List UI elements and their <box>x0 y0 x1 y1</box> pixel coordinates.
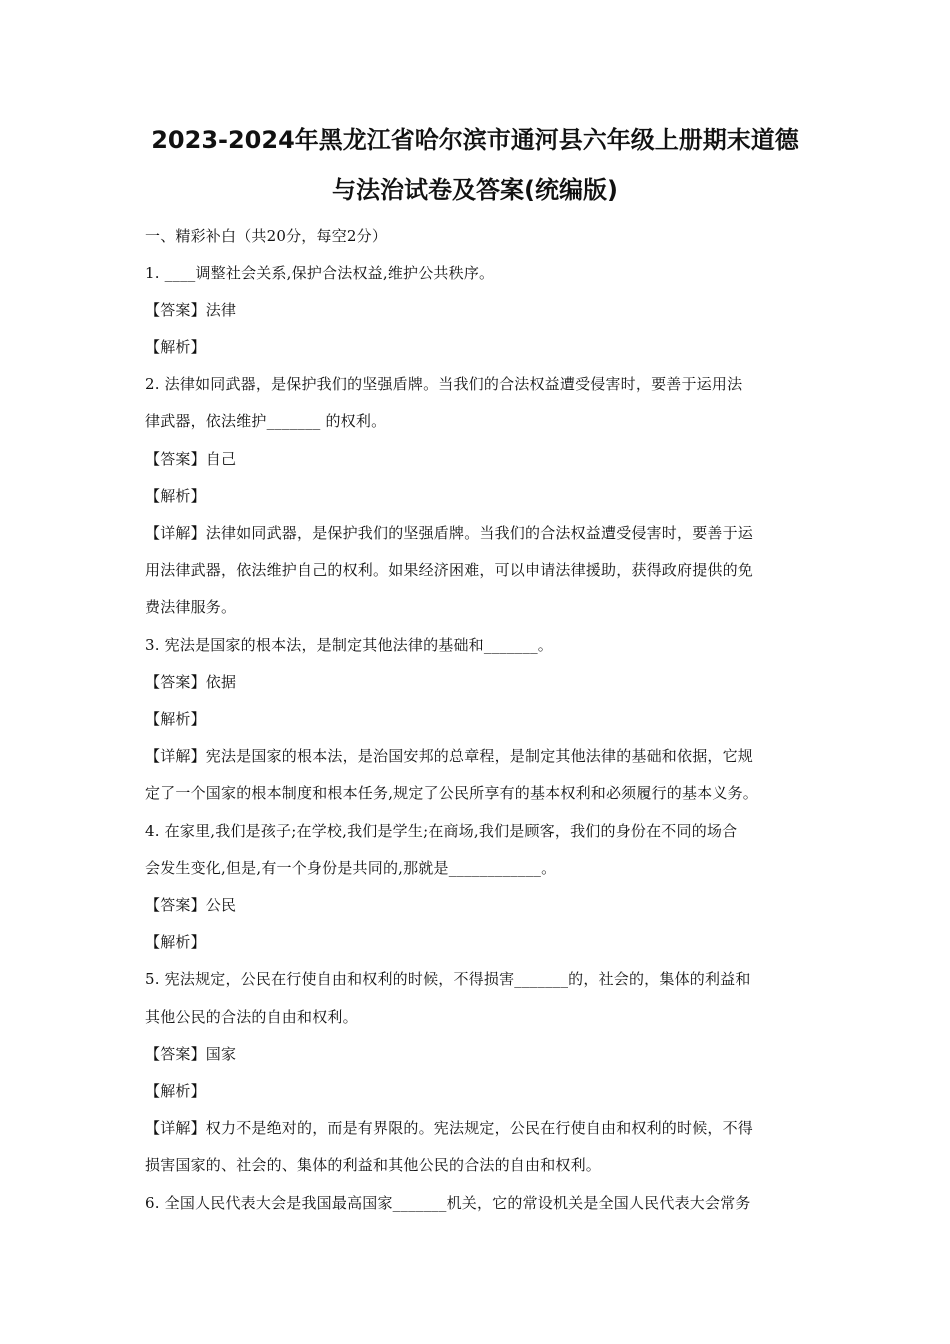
detail-2-line-1: 【详解】法律如同武器，是保护我们的坚强盾牌。当我们的合法权益遭受侵害时，要善于运 <box>145 524 754 542</box>
answer-3: 【答案】依据 <box>145 673 237 691</box>
question-4-line-2: 会发生变化,但是,有一个身份是共同的,那就是____________。 <box>145 859 557 877</box>
question-4-line-1: 4. 在家里,我们是孩子;在学校,我们是学生;在商场,我们是顾客，我们的身份在不同的场合 <box>145 822 738 840</box>
document-title-line-2: 与法治试卷及答案(统编版) <box>332 176 618 204</box>
detail-3-line-2: 定了一个国家的根本制度和根本任务,规定了公民所享有的基本权利和必须履行的基本义务。 <box>145 784 758 802</box>
analysis-label-3: 【解析】 <box>145 710 206 728</box>
question-6-line-1: 6. 全国人民代表大会是我国最高国家_______机关，它的常设机关是全国人民代表大会常务 <box>145 1194 751 1212</box>
question-2-line-2: 律武器，依法维护_______ 的权利。 <box>145 412 387 430</box>
answer-4: 【答案】公民 <box>145 896 237 914</box>
question-5-line-1: 5. 宪法规定，公民在行使自由和权利的时候，不得损害_______的，社会的，集体的利益和 <box>145 970 751 988</box>
detail-5-line-2: 损害国家的、社会的、集体的利益和其他公民的合法的自由和权利。 <box>145 1156 602 1174</box>
question-2-line-1: 2. 法律如同武器，是保护我们的坚强盾牌。当我们的合法权益遭受侵害时，要善于运用法 <box>145 375 743 393</box>
document-title-line-1: 2023-2024年黑龙江省哈尔滨市通河县六年级上册期末道德 <box>151 126 799 154</box>
question-3: 3. 宪法是国家的根本法，是制定其他法律的基础和_______。 <box>145 636 553 654</box>
detail-2-line-3: 费法律服务。 <box>145 598 237 616</box>
question-5-line-2: 其他公民的合法的自由和权利。 <box>145 1008 358 1026</box>
answer-5: 【答案】国家 <box>145 1045 237 1063</box>
analysis-label-2: 【解析】 <box>145 487 206 505</box>
analysis-label-5: 【解析】 <box>145 1082 206 1100</box>
answer-1: 【答案】法律 <box>145 301 237 319</box>
answer-2: 【答案】自己 <box>145 450 237 468</box>
section-heading: 一、精彩补白（共20分，每空2分） <box>145 227 388 245</box>
analysis-label-1: 【解析】 <box>145 338 206 356</box>
detail-5-line-1: 【详解】权力不是绝对的，而是有界限的。宪法规定，公民在行使自由和权利的时候，不得 <box>145 1119 754 1137</box>
analysis-label-4: 【解析】 <box>145 933 206 951</box>
detail-2-line-2: 用法律武器，依法维护自己的权利。如果经济困难，可以申请法律援助，获得政府提供的免 <box>145 561 754 579</box>
question-1: 1. ____调整社会关系,保护合法权益,维护公共秩序。 <box>145 264 495 282</box>
detail-3-line-1: 【详解】宪法是国家的根本法，是治国安邦的总章程，是制定其他法律的基础和依据，它规 <box>145 747 754 765</box>
